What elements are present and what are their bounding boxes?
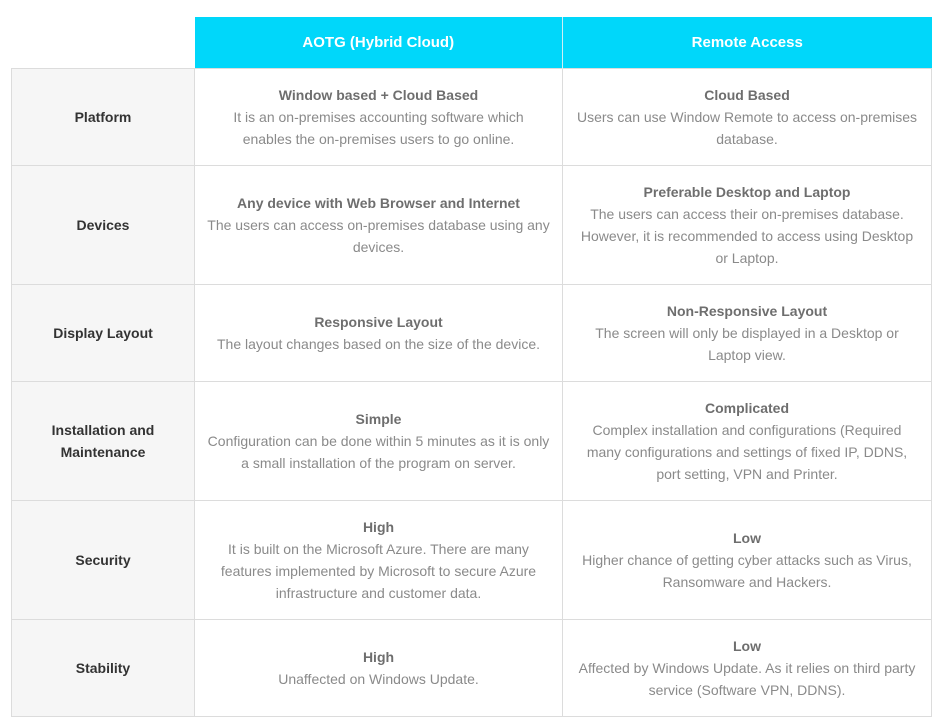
table-row: [12, 382, 932, 501]
aotg-cell: [195, 285, 563, 382]
cell-title: Low: [733, 638, 761, 654]
row-label: Platform: [12, 69, 195, 166]
remote-cell: [563, 166, 932, 285]
cell-description: The users can access on-premises database using any devices.: [207, 217, 550, 255]
cell-description: Configuration can be done within 5 minutes as it is only a small installation of the program on server.: [207, 433, 550, 471]
remote-cell: [563, 501, 932, 620]
table-row: [12, 501, 932, 620]
row-label: Display Layout: [12, 285, 195, 382]
cell-description: Users can use Window Remote to access on-premises database.: [576, 109, 918, 147]
table-header: [12, 17, 932, 69]
table-row: [12, 166, 932, 285]
remote-cell: [563, 69, 932, 166]
cell-description: Higher chance of getting cyber attacks such as Virus, Ransomware and Hackers.: [582, 552, 912, 590]
row-label: Devices: [12, 166, 195, 285]
cell-title: High: [362, 649, 395, 665]
cell-description: Unaffected on Windows Update.: [278, 671, 479, 687]
cell-title: Simple: [355, 411, 402, 427]
cell-title: Any device with Web Browser and Internet: [237, 195, 520, 211]
remote-cell: [563, 285, 932, 382]
cell-title: Low: [733, 530, 761, 546]
cell-description: It is built on the Microsoft Azure. There are many features implemented by Microsoft to secure Azure infrastructure and customer data.: [220, 541, 537, 601]
table-row: [12, 285, 932, 382]
table-row: [12, 69, 932, 166]
aotg-cell: [195, 69, 563, 166]
remote-cell: [563, 620, 932, 717]
table-row: [12, 620, 932, 717]
cell-description: Affected by Windows Update. As it relies on third party service (Software VPN, DDNS).: [578, 660, 916, 698]
cell-description: It is an on-premises accounting software which enables the on-premises users to go online.: [233, 109, 524, 147]
remote-cell: [563, 382, 932, 501]
aotg-cell: [195, 382, 563, 501]
cell-description: The layout changes based on the size of the device.: [217, 336, 540, 352]
header-aotg: AOTG (Hybrid Cloud): [195, 17, 563, 69]
row-label: Stability: [12, 620, 195, 717]
comparison-table: [11, 17, 932, 717]
cell-title: Cloud Based: [704, 87, 790, 103]
header-remote-access: Remote Access: [563, 17, 932, 69]
cell-description: Complex installation and configurations (Required many configurations and settings of fixed IP, DDNS, port setting, VPN and Printer.: [586, 422, 908, 482]
cell-description: The screen will only be displayed in a Desktop or Laptop view.: [595, 325, 899, 363]
aotg-cell: [195, 620, 563, 717]
cell-title: Window based + Cloud Based: [278, 87, 479, 103]
header-blank-cell: [12, 17, 195, 69]
row-label: Installation and Maintenance: [12, 382, 195, 501]
cell-title: Complicated: [704, 400, 789, 416]
aotg-cell: [195, 501, 563, 620]
cell-title: Non-Responsive Layout: [666, 303, 828, 319]
row-label: Security: [12, 501, 195, 620]
cell-title: High: [362, 519, 395, 535]
cell-title: Preferable Desktop and Laptop: [643, 184, 851, 200]
aotg-cell: [195, 166, 563, 285]
cell-description: The users can access their on-premises database. However, it is recommended to access using Desktop or Laptop.: [580, 206, 914, 266]
cell-title: Responsive Layout: [314, 314, 443, 330]
